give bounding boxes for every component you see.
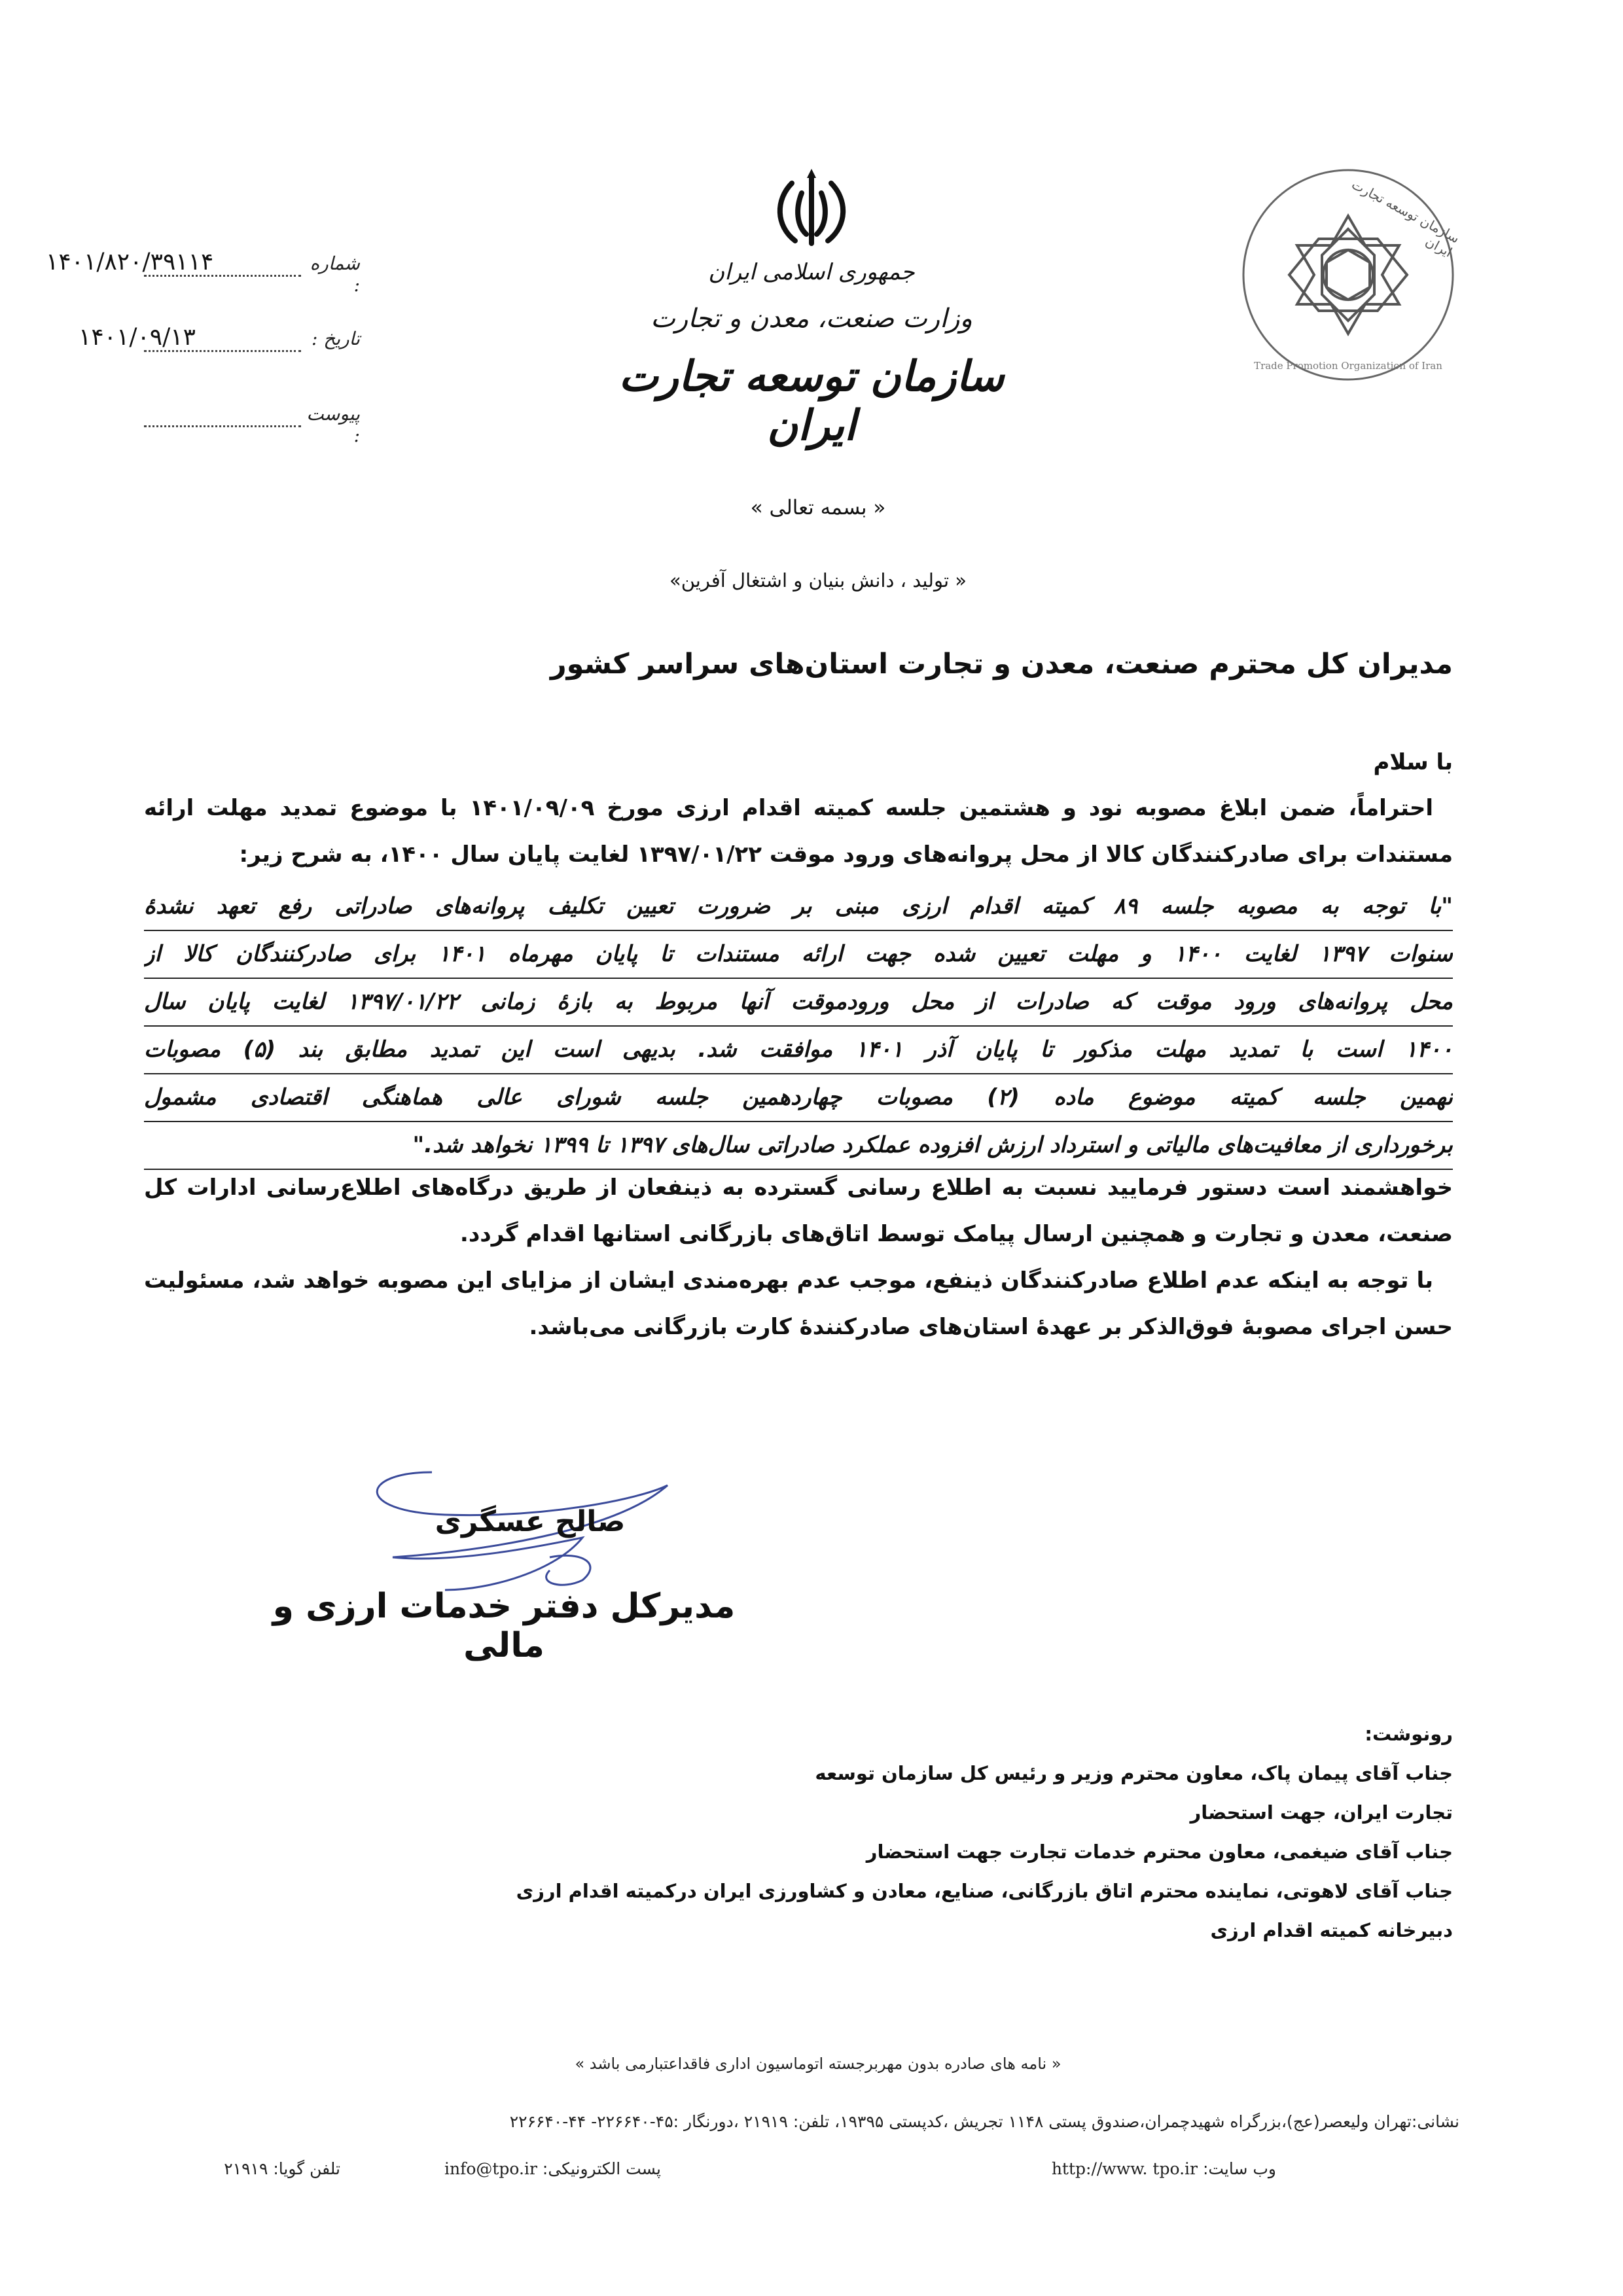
letter-date-value: ۱۴۰۱/۰۹/۱۳ (79, 324, 196, 351)
cc-item: جناب آقای لاهوتی، نماینده محترم اتاق بازرگانی، صنایع، معادن و کشاورزی ایران درکمیته اقدام ارزی (516, 1880, 1453, 1902)
letter-attachment-dots (144, 425, 301, 427)
signatory-name: صالح عسگری (435, 1505, 626, 1538)
intro-paragraph: احتراماً، ضمن ابلاغ مصوبه نود و هشتمین جلسه کمیته اقدام ارزی مورخ ۱۴۰۱/۰۹/۰۹ با موضوع تمدید مهلت ارائه مستندات برای صادرکنندگان کالا از محل پروانه‌های ورود موقت ۱۳۹۷/۰۱/۲۲ لغایت پایان سال ۱۴۰۰، به شرح زیر: (144, 795, 1453, 868)
letter-number-label: شماره : (310, 253, 360, 296)
letter-number-value: ۱۴۰۱/۸۲۰/۳۹۱۱۴ (46, 249, 214, 275)
quote-line: برخورداری از معافیت‌های مالیاتی و استرداد ارزش افزوده عملکرد صادراتی سال‌های ۱۳۹۷ تا ۱۳۹۹ نخواهد شد." (144, 1122, 1453, 1170)
seal-text-en: Trade Promotion Organization of Iran (1254, 360, 1442, 372)
iran-emblem-icon (576, 164, 1047, 255)
address-line: نشانی:تهران ولیعصر(عج)،بزرگراه شهیدچمران،صندوق پستی ۱۱۴۸ تجریش ،کدپستی ۱۹۳۹۵، تلفن: ۲۱۹۱۹ ،دورنگار :۴۵-۲۲۶۶۴۰- ۴۴-۲۲۶۶۴۰ (509, 2112, 1459, 2131)
letter-attachment-field (46, 399, 360, 445)
phone-line: تلفن گویا: ۲۱۹۱۹ (224, 2159, 340, 2178)
seal-text-fa: سازمان توسعه تجارت ایران (1349, 176, 1463, 260)
recipient-heading: مدیران کل محترم صنعت، معدن و تجارت استان‌های سراسر کشور (550, 648, 1453, 680)
cc-item: دبیرخانه کمیته اقدام ارزی (1210, 1919, 1453, 1941)
email-label: پست الکترونیکی: (542, 2159, 661, 2178)
website-link[interactable]: http://www. tpo.ir (1051, 2159, 1198, 2178)
website-label: وب سایت: (1202, 2159, 1276, 2178)
validity-notice: « نامه های صادره بدون مهربرجسته اتوماسیون اداری فاقداعتبارمی باشد » (575, 2055, 1061, 2073)
cc-label: رونوشت: (1364, 1723, 1453, 1745)
letter-date-label: تاریخ : (311, 328, 360, 349)
letter-date-field (46, 324, 360, 370)
email-link[interactable]: info@tpo.ir (444, 2159, 537, 2178)
greeting: با سلام (1373, 749, 1453, 775)
organization-seal (1237, 164, 1463, 386)
quote-line: محل پروانه‌های ورود موقت که صادرات از محل ورودموقت آنها مربوط به بازهٔ زمانی ۱۳۹۷/۰۱/۲۲ لغایت پایان سال (144, 979, 1453, 1027)
emblem-caption: جمهوری اسلامی ایران (708, 259, 915, 285)
cc-list (209, 1714, 1453, 1950)
quote-line: "با توجه به مصوبه جلسه ۸۹ کمیته اقدام ارزی مبنی بر ضرورت تعیین تکلیف پروانه‌های صادراتی رفع تعهد نشدهٔ (144, 883, 1453, 931)
letterhead (576, 164, 1047, 450)
email-field (373, 2159, 661, 2178)
quote-line: نهمین جلسه کمیته موضوع ماده (۲) مصوبات چهاردهمین جلسه شورای عالی هماهنگی اقتصادی مشمول (144, 1074, 1453, 1122)
cc-item: جناب آقای پیمان پاک، معاون محترم وزیر و رئیس کل سازمان توسعه (815, 1762, 1453, 1784)
letter-attachment-label: پیوست : (306, 403, 360, 446)
cc-item: تجارت ایران، جهت استحضار (1190, 1801, 1453, 1824)
organization-name: سازمان توسعه تجارت ایران (618, 352, 1005, 450)
letter-number-field (46, 249, 360, 294)
signatory-title: مدیرکل دفتر خدمات ارزی و مالی (272, 1587, 736, 1665)
year-slogan: « تولید ، دانش بنیان و اشتغال آفرین» (669, 569, 967, 592)
website-field (929, 2159, 1276, 2178)
invocation: « بسمه تعالی » (750, 496, 886, 520)
resolution-quote (144, 883, 1453, 1170)
quote-line: سنوات ۱۳۹۷ لغایت ۱۴۰۰ و مهلت تعیین شده جهت ارائه مستندات تا پایان مهرماه ۱۴۰۱ برای صادرکنندگان کالا از (144, 931, 1453, 979)
closing-paragraph: با توجه به اینکه عدم اطلاع صادرکنندگان ذینفع، موجب عدم بهره‌مندی ایشان از مزایای این مصوبه خواهد شد، مسئولیت حسن اجرای مصوبهٔ فوق‌الذکر بر عهدهٔ استان‌های صادرکنندهٔ کارت بازرگانی می‌باشد. (144, 1267, 1453, 1340)
quote-line: ۱۴۰۰ است با تمدید مهلت مذکور تا پایان آذر ۱۴۰۱ موافقت شد. بدیهی است این تمدید مطابق بند (۵) مصوبات (144, 1027, 1453, 1074)
cc-item: جناب آقای ضیغمی، معاون محترم خدمات تجارت جهت استحضار (866, 1841, 1453, 1863)
ministry-name: وزارت صنعت، معدن و تجارت (651, 304, 972, 334)
request-paragraph: خواهشمند است دستور فرمایید نسبت به اطلاع رسانی گسترده به ذینفعان از طریق درگاه‌های اطلاع‌رسانی ادارات کل صنعت، معدن و تجارت و همچنین ارسال پیامک توسط اتاق‌های بازرگانی استانها اقدام گردد. (144, 1174, 1453, 1247)
